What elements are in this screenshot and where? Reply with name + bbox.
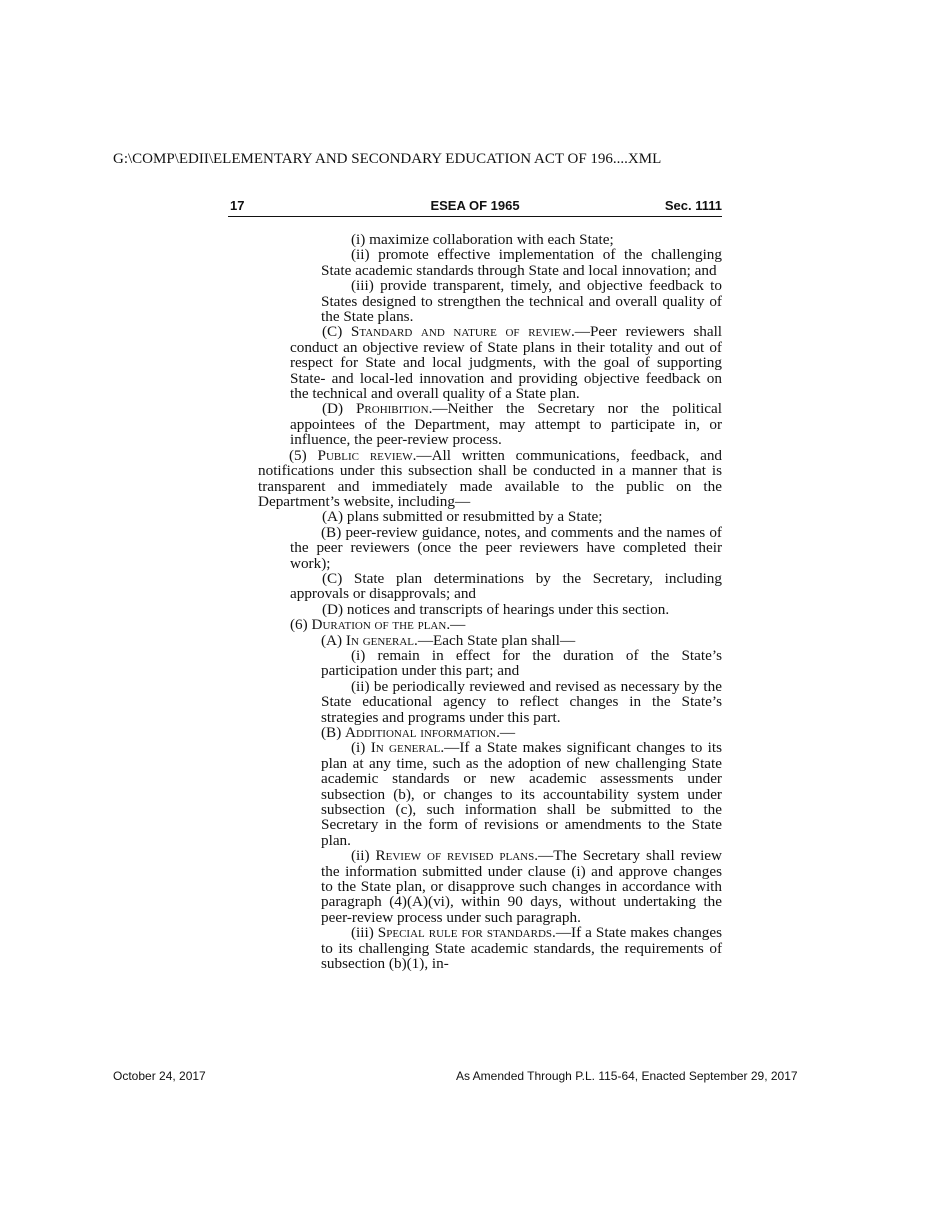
paragraph-text: —Each State plan shall— [417, 631, 576, 649]
paragraph-text: — [499, 724, 516, 741]
paragraph-heading: Special rule for standards. [377, 924, 556, 942]
clause-iii-special-rule [321, 925, 722, 971]
paragraph-text: (iii) provide transparent, timely, and objective feedback to States designed to strengthen the technical and overall quality of the State plans. [321, 277, 722, 326]
header-title: ESEA OF 1965 [430, 198, 520, 213]
paragraph-6-duration [290, 617, 722, 632]
page-number: 17 [230, 198, 245, 213]
subparagraph-c-standard-of-review [290, 324, 722, 401]
paragraph-text: (A) plans submitted or resubmitted by a State; [322, 508, 603, 526]
paragraph-text: (i) remain in effect for the duration of the State’s participation under this part; and [321, 646, 722, 680]
clause-ii-review-of-revised-plans [321, 848, 722, 925]
paragraph-text: —All written communications, feedback, and notifications under this subsection shall be conducted in a manner that is transparent and immediately made available to the public on the Department’s website, including— [258, 446, 723, 510]
paragraph-text: —If a State makes significant changes to its plan at any time, such as the adoption of new challenging State academic standards or new academic assessments under subsection (b), or changes to its accountability system under subsection (c), such information shall be submitted to the Secretary in the form of revisions or amendments to the State plan. [321, 739, 722, 849]
subparagraph-c-determinations [290, 571, 722, 602]
clause-i-collaboration [321, 232, 722, 247]
paragraph-text: (D) notices and transcripts of hearings under this section. [322, 600, 670, 618]
paragraph-prefix: (6) [290, 616, 312, 634]
paragraph-text: —Peer reviewers shall conduct an objective review of State plans in their totality and out of respect for State and local judgments, with the goal of supporting State- and local-led innovation and providing objective feedback on the technical and overall quality of a State plan. [290, 323, 723, 403]
footer-date: October 24, 2017 [113, 1069, 206, 1083]
subparagraph-b-additional-information [321, 725, 722, 740]
clause-iii-feedback [321, 278, 722, 324]
subparagraph-d-notices [290, 602, 722, 617]
paragraph-prefix: (D) [322, 400, 356, 418]
paragraph-prefix: (C) [322, 323, 351, 341]
footer-amended-note: As Amended Through P.L. 115-64, Enacted September 29, 2017 [456, 1069, 798, 1083]
subparagraph-a-in-general [321, 633, 722, 648]
subparagraph-a-plans [290, 509, 722, 524]
clause-i-in-general [321, 740, 722, 848]
paragraph-prefix: (i) [351, 739, 371, 757]
clause-i-remain-in-effect [321, 648, 722, 679]
file-path: G:\COMP\EDII\ELEMENTARY AND SECONDARY EDUCATION ACT OF 196....XML [113, 151, 662, 167]
paragraph-heading: In general. [345, 631, 418, 649]
paragraph-text: —The Secretary shall review the information submitted under clause (i) and approve changes to the State plan, or disapprove such changes in accordance with paragraph (4)(A)(vi), within 90 days, without undertaking the peer-review process under such paragraph. [321, 847, 722, 926]
paragraph-text: —Neither the Secretary nor the political appointees of the Department, may attempt to participate in, or influence, the peer-review process. [290, 400, 722, 449]
subparagraph-b-guidance [290, 525, 722, 571]
running-header [228, 198, 722, 217]
paragraph-text: (B) peer-review guidance, notes, and comments and the names of the peer reviewers (once the peer reviewers have completed their work); [290, 523, 722, 572]
clause-ii-implementation [321, 247, 722, 278]
paragraph-heading: Prohibition. [355, 400, 433, 418]
section-number: Sec. 1111 [664, 198, 722, 213]
page-body [258, 232, 722, 972]
subparagraph-d-prohibition [290, 401, 722, 447]
paragraph-5-public-review [258, 448, 722, 510]
paragraph-heading: Duration of the plan. [311, 616, 451, 634]
paragraph-heading: Standard and nature of review. [350, 323, 575, 341]
paragraph-heading: Public review. [317, 446, 417, 464]
paragraph-heading: Additional information. [345, 724, 500, 741]
paragraph-heading: In general. [370, 739, 445, 757]
paragraph-text: (ii) promote effective implementation of the challenging State academic standards through State and local innovation; and [321, 246, 722, 279]
paragraph-prefix: (5) [289, 446, 318, 464]
paragraph-text: — [450, 616, 466, 634]
paragraph-text: (C) State plan determinations by the Secretary, including approvals or disapprovals; and [290, 569, 722, 603]
paragraph-prefix: (ii) [351, 847, 376, 865]
paragraph-prefix: (A) [321, 631, 346, 649]
paragraph-text: (i) maximize collaboration with each State; [351, 231, 614, 248]
paragraph-heading: Review of revised plans. [375, 847, 539, 865]
paragraph-text: (ii) be periodically reviewed and revised as necessary by the State educational agency to reflect changes in the State’s strategies and programs under this part. [321, 677, 722, 726]
paragraph-text: —If a State makes changes to its challenging State academic standards, the requirements of subsection (b)(1), in- [321, 924, 722, 973]
clause-ii-periodically-reviewed [321, 679, 722, 725]
paragraph-prefix: (iii) [351, 924, 378, 942]
paragraph-prefix: (B) [321, 724, 346, 741]
